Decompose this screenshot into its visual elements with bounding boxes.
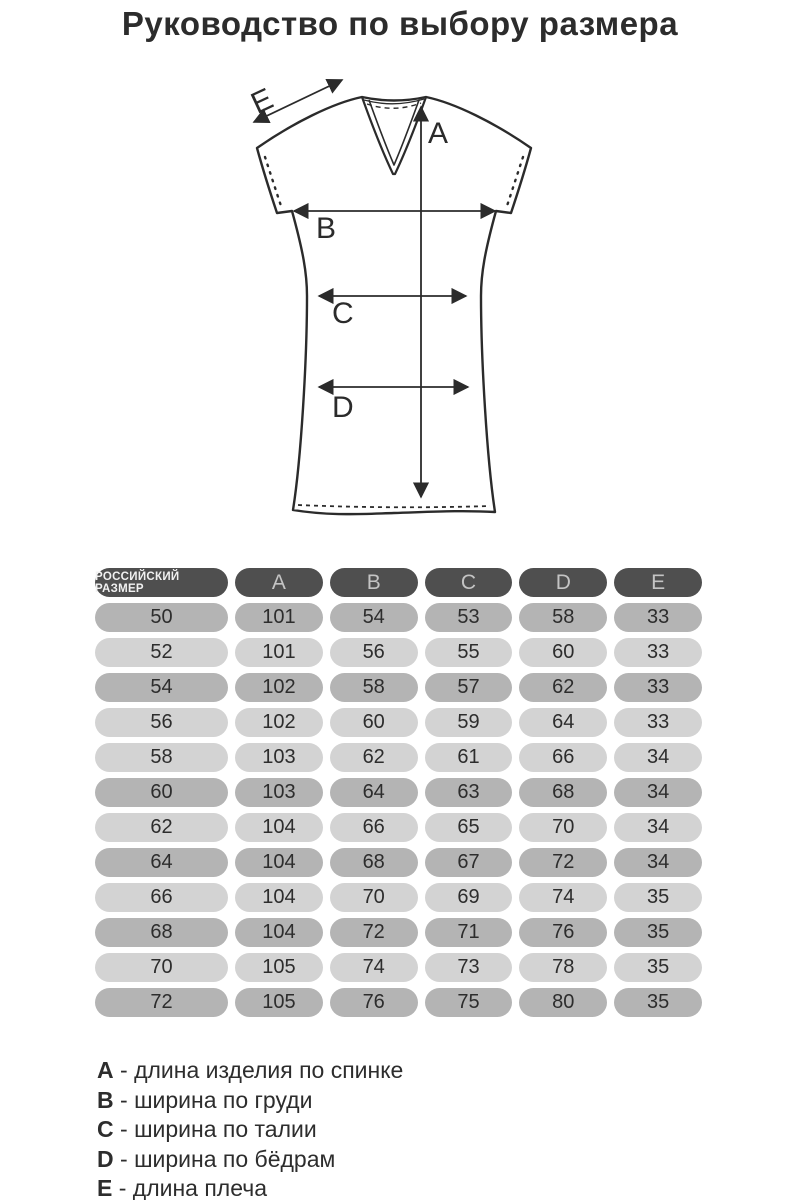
measure-cell: 34 bbox=[614, 813, 702, 842]
measure-cell: 101 bbox=[235, 603, 323, 632]
measure-cell: 72 bbox=[330, 918, 418, 947]
measure-cell: 33 bbox=[614, 673, 702, 702]
dress-outline bbox=[257, 97, 531, 514]
legend-text: - длина плеча bbox=[112, 1175, 268, 1200]
size-column-header: РОССИЙСКИЙ РАЗМЕР bbox=[95, 568, 228, 597]
size-cell: 60 bbox=[95, 778, 228, 807]
measure-cell: 104 bbox=[235, 918, 323, 947]
measure-cell: 75 bbox=[425, 988, 513, 1017]
column-header-c: C bbox=[425, 568, 513, 597]
legend-letter: B bbox=[97, 1086, 114, 1113]
measure-cell: 58 bbox=[519, 603, 607, 632]
measure-cell: 73 bbox=[425, 953, 513, 982]
legend-line-a bbox=[97, 1056, 403, 1086]
size-table bbox=[95, 568, 702, 1017]
measure-cell: 35 bbox=[614, 988, 702, 1017]
size-cell: 58 bbox=[95, 743, 228, 772]
measure-cell: 33 bbox=[614, 603, 702, 632]
size-cell: 64 bbox=[95, 848, 228, 877]
column-header-b: B bbox=[330, 568, 418, 597]
measure-cell: 64 bbox=[519, 708, 607, 737]
legend-text: - ширина по талии bbox=[113, 1116, 317, 1142]
measurement-legend bbox=[97, 1056, 403, 1200]
legend-line-b bbox=[97, 1086, 403, 1116]
measure-cell: 34 bbox=[614, 848, 702, 877]
measure-cell: 104 bbox=[235, 883, 323, 912]
measure-cell: 56 bbox=[330, 638, 418, 667]
measure-cell: 102 bbox=[235, 708, 323, 737]
measure-cell: 101 bbox=[235, 638, 323, 667]
size-cell: 54 bbox=[95, 673, 228, 702]
measure-cell: 34 bbox=[614, 743, 702, 772]
legend-letter: C bbox=[97, 1116, 114, 1142]
size-cell: 52 bbox=[95, 638, 228, 667]
measure-cell: 105 bbox=[235, 953, 323, 982]
measure-cell: 104 bbox=[235, 848, 323, 877]
legend-line-d bbox=[97, 1145, 403, 1175]
measure-cell: 35 bbox=[614, 918, 702, 947]
label-e: E bbox=[246, 82, 279, 121]
size-cell: 68 bbox=[95, 918, 228, 947]
label-c: C bbox=[332, 297, 354, 330]
measure-cell: 68 bbox=[519, 778, 607, 807]
measure-cell: 54 bbox=[330, 603, 418, 632]
measure-cell: 76 bbox=[330, 988, 418, 1017]
measure-cell: 60 bbox=[330, 708, 418, 737]
measure-cell: 35 bbox=[614, 953, 702, 982]
measure-cell: 105 bbox=[235, 988, 323, 1017]
measure-cell: 76 bbox=[519, 918, 607, 947]
column-header-a: A bbox=[235, 568, 323, 597]
label-d: D bbox=[332, 391, 354, 424]
measure-cell: 71 bbox=[425, 918, 513, 947]
measure-cell: 64 bbox=[330, 778, 418, 807]
legend-letter: A bbox=[97, 1057, 114, 1083]
page-title: Руководство по выбору размера bbox=[121, 5, 679, 42]
size-cell: 62 bbox=[95, 813, 228, 842]
measure-cell: 62 bbox=[519, 673, 607, 702]
measure-cell: 104 bbox=[235, 813, 323, 842]
measure-cell: 103 bbox=[235, 743, 323, 772]
legend-letter: E bbox=[97, 1175, 113, 1200]
measure-cell: 58 bbox=[330, 673, 418, 702]
size-cell: 56 bbox=[95, 708, 228, 737]
measure-cell: 62 bbox=[330, 743, 418, 772]
size-cell: 50 bbox=[95, 603, 228, 632]
measure-cell: 74 bbox=[519, 883, 607, 912]
measure-cell: 70 bbox=[330, 883, 418, 912]
legend-text: - длина изделия по спинке bbox=[113, 1057, 404, 1083]
measure-cell: 69 bbox=[425, 883, 513, 912]
label-b: B bbox=[316, 212, 337, 245]
measure-cell: 35 bbox=[614, 883, 702, 912]
measure-cell: 78 bbox=[519, 953, 607, 982]
legend-letter: D bbox=[97, 1145, 114, 1172]
measure-cell: 72 bbox=[519, 848, 607, 877]
measure-cell: 63 bbox=[425, 778, 513, 807]
measure-cell: 67 bbox=[425, 848, 513, 877]
measure-cell: 103 bbox=[235, 778, 323, 807]
size-cell: 66 bbox=[95, 883, 228, 912]
measure-cell: 33 bbox=[614, 638, 702, 667]
legend-line-e bbox=[97, 1174, 403, 1200]
legend-line-c bbox=[97, 1115, 403, 1145]
measure-cell: 66 bbox=[330, 813, 418, 842]
legend-text: - ширина по бёдрам bbox=[113, 1145, 336, 1172]
measure-cell: 53 bbox=[425, 603, 513, 632]
legend-text: - ширина по груди bbox=[113, 1086, 313, 1113]
measure-cell: 33 bbox=[614, 708, 702, 737]
measure-cell: 61 bbox=[425, 743, 513, 772]
measure-cell: 102 bbox=[235, 673, 323, 702]
column-header-e: E bbox=[614, 568, 702, 597]
measure-cell: 74 bbox=[330, 953, 418, 982]
measure-cell: 80 bbox=[519, 988, 607, 1017]
dress-measurement-diagram bbox=[0, 55, 800, 560]
measure-cell: 59 bbox=[425, 708, 513, 737]
column-header-d: D bbox=[519, 568, 607, 597]
measure-cell: 55 bbox=[425, 638, 513, 667]
measure-cell: 65 bbox=[425, 813, 513, 842]
measure-cell: 68 bbox=[330, 848, 418, 877]
measure-cell: 34 bbox=[614, 778, 702, 807]
measure-cell: 60 bbox=[519, 638, 607, 667]
measure-cell: 57 bbox=[425, 673, 513, 702]
size-cell: 70 bbox=[95, 953, 228, 982]
measure-cell: 70 bbox=[519, 813, 607, 842]
label-a: A bbox=[428, 117, 449, 150]
size-cell: 72 bbox=[95, 988, 228, 1017]
measure-cell: 66 bbox=[519, 743, 607, 772]
